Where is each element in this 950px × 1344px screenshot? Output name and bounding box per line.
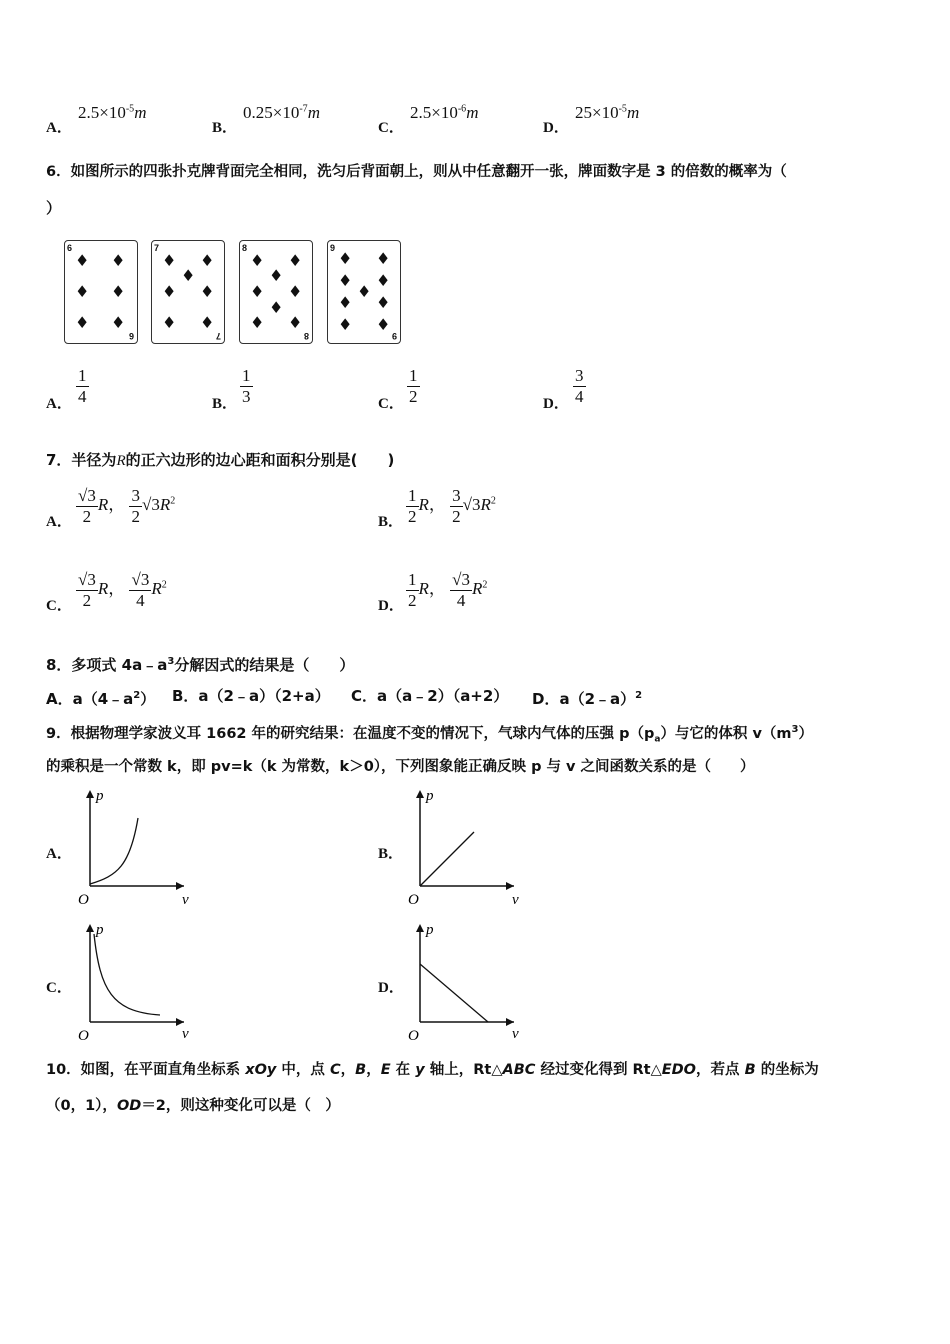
q5-option-b bbox=[212, 116, 237, 137]
axis-label-p: p bbox=[426, 922, 434, 938]
x-axis-arrow-icon bbox=[506, 882, 514, 890]
exp: -5 bbox=[618, 103, 627, 115]
q8-stem-sup: 3 bbox=[167, 656, 175, 667]
diamond-pip-icon: ♦ bbox=[288, 282, 303, 301]
q8-option-a-sup: 2 bbox=[133, 690, 141, 701]
q7-option-d-label: D． bbox=[378, 598, 404, 614]
text: 中，点 bbox=[276, 1062, 330, 1078]
card-corner-value: 6 bbox=[128, 331, 134, 341]
q5-option-c-value: $2.5\times 10^{-6}m$ bbox=[410, 103, 479, 122]
math-var: OD bbox=[116, 1098, 142, 1114]
q8-option-a bbox=[46, 686, 155, 709]
diamond-pip-icon: ♦ bbox=[376, 315, 391, 334]
q9-graph-b bbox=[402, 786, 527, 908]
q6-option-b-label: B． bbox=[212, 396, 238, 412]
q6-option-a-fraction bbox=[76, 366, 89, 406]
axis-label-v: v bbox=[512, 892, 519, 908]
q8-option-d-pre: D．a（2﹣a） bbox=[532, 690, 636, 708]
text: 10．如图，在平面直角坐标系 bbox=[46, 1062, 246, 1078]
diamond-pip-icon: ♦ bbox=[288, 251, 303, 270]
axis-label-v: v bbox=[182, 1026, 189, 1042]
denominator: 3 bbox=[242, 386, 251, 406]
q7-option-a-expr: $\frac{√3}{2}$ R， $\frac{3}{2}$ $√3R^2$ bbox=[78, 486, 176, 526]
option-label: D． bbox=[543, 120, 569, 136]
diamond-pip-icon: ♦ bbox=[376, 293, 391, 312]
curve-hyperbola bbox=[94, 934, 160, 1015]
q9-option-b-label: B． bbox=[378, 846, 404, 862]
unit: m bbox=[134, 103, 147, 122]
card-corner-value: 6 bbox=[67, 243, 73, 253]
q9-stem-sub: a bbox=[654, 734, 661, 745]
line-decreasing bbox=[420, 964, 488, 1022]
diamond-pip-icon: ♦ bbox=[376, 249, 391, 268]
axis-label-v: v bbox=[512, 1026, 519, 1042]
q5-option-b-value: $0.25\times 10^{-7}m$ bbox=[243, 103, 320, 122]
q9-graph-d bbox=[402, 920, 527, 1042]
math-var: EDO bbox=[661, 1062, 697, 1078]
card-corner-value: 8 bbox=[303, 331, 309, 341]
diamond-pip-icon: ♦ bbox=[162, 313, 177, 332]
q9-option-d-label: D． bbox=[378, 980, 404, 996]
q5-option-d-value: $25\times 10^{-5}m$ bbox=[575, 103, 640, 122]
axis-label-v: v bbox=[182, 892, 189, 908]
text: ， bbox=[340, 1062, 356, 1078]
q7-option-c-label: C． bbox=[46, 598, 72, 614]
diamond-pip-icon: ♦ bbox=[357, 282, 372, 301]
math-var: B bbox=[744, 1062, 756, 1078]
q7-option-c-expr: $\frac{√3}{2}$ R， $\frac{√3}{4}$ $R^2$ bbox=[78, 570, 167, 610]
q10-stem-line1 bbox=[46, 1060, 819, 1080]
q6-option-d-fraction bbox=[573, 366, 586, 406]
playing-card-9 bbox=[327, 240, 401, 344]
q7-option-b-label: B． bbox=[378, 514, 404, 530]
q6-option-b-fraction bbox=[240, 366, 253, 406]
y-axis-arrow-icon bbox=[86, 924, 94, 932]
diamond-pip-icon: ♦ bbox=[111, 313, 126, 332]
playing-card-8 bbox=[239, 240, 313, 344]
card-corner-value: 7 bbox=[215, 331, 221, 341]
q9-option-a-label: A． bbox=[46, 846, 72, 862]
diamond-pip-icon: ♦ bbox=[269, 298, 284, 317]
coef: 0.25 bbox=[243, 103, 273, 122]
q9-stem-pre: 9．根据物理学家波义耳 1662 年的研究结果：在温度不变的情况下，气球内气体的压强 p（p bbox=[46, 725, 655, 742]
q8-option-c: C．a（a﹣2）（a+2） bbox=[351, 687, 509, 705]
diamond-pip-icon: ♦ bbox=[200, 313, 215, 332]
q9-stem-sup: 3 bbox=[791, 724, 799, 735]
q6-option-c-label: C． bbox=[378, 396, 404, 412]
diamond-pip-icon: ♦ bbox=[181, 266, 196, 285]
numerator: 1 bbox=[409, 366, 418, 385]
diamond-pip-icon: ♦ bbox=[200, 282, 215, 301]
diamond-pip-icon: ♦ bbox=[376, 271, 391, 290]
q5-option-a bbox=[46, 116, 72, 137]
diamond-pip-icon: ♦ bbox=[338, 293, 353, 312]
q6-option-a-label: A． bbox=[46, 396, 72, 412]
diamond-pip-icon: ♦ bbox=[200, 251, 215, 270]
y-axis-arrow-icon bbox=[416, 924, 424, 932]
diamond-pip-icon: ♦ bbox=[111, 282, 126, 301]
playing-card-7 bbox=[151, 240, 225, 344]
text: （0，1）， bbox=[46, 1098, 117, 1114]
unit: m bbox=[626, 103, 640, 122]
axis-label-p: p bbox=[96, 788, 104, 804]
text: ＝2，则这种变化可以是（ ） bbox=[141, 1098, 340, 1114]
origin-label: O bbox=[408, 892, 419, 908]
line-increasing bbox=[420, 832, 474, 886]
exp: -5 bbox=[125, 103, 135, 115]
math-var: E bbox=[380, 1062, 391, 1078]
exp: -7 bbox=[299, 103, 308, 115]
diamond-pip-icon: ♦ bbox=[288, 313, 303, 332]
math-var: xOy bbox=[245, 1062, 277, 1078]
q7-variable: R bbox=[116, 453, 126, 469]
q8-option-d-sup: 2 bbox=[635, 690, 643, 701]
q7-stem-pre: 7．半径为 bbox=[46, 451, 117, 469]
diamond-pip-icon: ♦ bbox=[338, 271, 353, 290]
axis-label-p: p bbox=[426, 788, 434, 804]
denominator: 4 bbox=[575, 386, 584, 406]
diamond-pip-icon: ♦ bbox=[162, 251, 177, 270]
option-label: C． bbox=[378, 120, 404, 136]
q8-stem-pre: 8．多项式 4a﹣a bbox=[46, 656, 168, 674]
unit: m bbox=[466, 103, 479, 122]
q5-option-a-value: $2.5\times 10^{-5}m$ bbox=[78, 103, 147, 122]
x-axis-arrow-icon bbox=[506, 1018, 514, 1026]
denominator: 2 bbox=[409, 386, 418, 406]
diamond-pip-icon: ♦ bbox=[338, 315, 353, 334]
text: 轴上，Rt△ bbox=[424, 1062, 503, 1078]
q7-option-b-expr: $\frac{1}{2}$ R， $\frac{3}{2}$ $√3R^2$ bbox=[408, 486, 496, 526]
text: 的坐标为 bbox=[755, 1062, 819, 1078]
q9-graph-c bbox=[72, 920, 197, 1042]
q9-stem-line2: 的乘积是一个常数 k，即 pv=k（k 为常数，k＞0），下列图象能正确反映 p 与 v 之间函数关系的是（ ） bbox=[46, 759, 755, 775]
origin-label: O bbox=[78, 892, 89, 908]
numerator: 1 bbox=[78, 366, 87, 385]
diamond-pip-icon: ♦ bbox=[250, 313, 265, 332]
q6-option-c-fraction bbox=[407, 366, 420, 406]
denominator: 4 bbox=[78, 386, 87, 406]
q5-option-d bbox=[543, 116, 569, 137]
diamond-pip-icon: ♦ bbox=[338, 249, 353, 268]
text: ， bbox=[366, 1062, 381, 1078]
curve-increasing bbox=[90, 818, 138, 884]
q10-stem-line2 bbox=[46, 1096, 340, 1116]
card-corner-value: 8 bbox=[242, 243, 248, 253]
text: 经过变化得到 Rt△ bbox=[535, 1062, 662, 1078]
diamond-pip-icon: ♦ bbox=[75, 313, 90, 332]
numerator: 3 bbox=[575, 366, 584, 385]
diamond-pip-icon: ♦ bbox=[269, 266, 284, 285]
diamond-pip-icon: ♦ bbox=[162, 282, 177, 301]
math-var: y bbox=[415, 1062, 425, 1078]
diamond-pip-icon: ♦ bbox=[111, 251, 126, 270]
q8-option-b: B．a（2﹣a）（2+a） bbox=[172, 687, 330, 705]
q8-option-a-post: ） bbox=[140, 690, 156, 708]
option-label: B． bbox=[212, 120, 238, 136]
diamond-pip-icon: ♦ bbox=[75, 251, 90, 270]
q9-graph-a bbox=[72, 786, 197, 908]
q7-option-a-label: A． bbox=[46, 514, 72, 530]
diamond-pip-icon: ♦ bbox=[75, 282, 90, 301]
q9-stem-post: ） bbox=[798, 725, 814, 742]
card-corner-value: 9 bbox=[330, 243, 336, 253]
q6-stem-line1: 6．如图所示的四张扑克牌背面完全相同，洗匀后背面朝上，则从中任意翻开一张，牌面数字是 3 的倍数的概率为（ bbox=[46, 164, 787, 180]
numerator: 1 bbox=[242, 366, 251, 385]
exp: -6 bbox=[457, 103, 467, 115]
y-axis-arrow-icon bbox=[416, 790, 424, 798]
x-axis-arrow-icon bbox=[176, 1018, 184, 1026]
y-axis-arrow-icon bbox=[86, 790, 94, 798]
math-var: ABC bbox=[502, 1062, 536, 1078]
coef: 25 bbox=[575, 103, 592, 122]
q9-stem-mid: ）与它的体积 v（m bbox=[660, 725, 792, 742]
card-corner-value: 9 bbox=[391, 331, 397, 341]
q7-stem bbox=[46, 450, 394, 471]
q7-stem-post: 的正六边形的边心距和面积分别是( ) bbox=[125, 451, 395, 469]
text: 在 bbox=[390, 1062, 416, 1078]
q8-stem bbox=[46, 652, 354, 675]
q9-option-c-label: C． bbox=[46, 980, 72, 996]
coef: 2.5 bbox=[410, 103, 432, 122]
q6-option-d-label: D． bbox=[543, 396, 569, 412]
option-label: A． bbox=[46, 120, 72, 136]
card-corner-value: 7 bbox=[154, 243, 160, 253]
q8-stem-post: 分解因式的结果是（ ） bbox=[174, 656, 355, 674]
q8-option-a-pre: A．a（4﹣a bbox=[46, 690, 134, 708]
q9-stem-line1 bbox=[46, 720, 813, 750]
diamond-pip-icon: ♦ bbox=[250, 251, 265, 270]
q7-option-d-expr: $\frac{1}{2}$ R， $\frac{√3}{4}$ $R^2$ bbox=[408, 570, 488, 610]
coef: 2.5 bbox=[78, 103, 100, 122]
origin-label: O bbox=[78, 1028, 89, 1042]
q6-stem-line2: ） bbox=[46, 199, 62, 217]
origin-label: O bbox=[408, 1028, 419, 1042]
math-var: C bbox=[329, 1062, 341, 1078]
axis-label-p: p bbox=[96, 922, 104, 938]
q8-option-d bbox=[532, 686, 642, 709]
q5-option-c bbox=[378, 116, 404, 137]
playing-card-6 bbox=[64, 240, 138, 344]
text: ，若点 bbox=[696, 1062, 745, 1078]
unit: m bbox=[307, 103, 320, 122]
math-var: B bbox=[355, 1062, 367, 1078]
diamond-pip-icon: ♦ bbox=[250, 282, 265, 301]
x-axis-arrow-icon bbox=[176, 882, 184, 890]
